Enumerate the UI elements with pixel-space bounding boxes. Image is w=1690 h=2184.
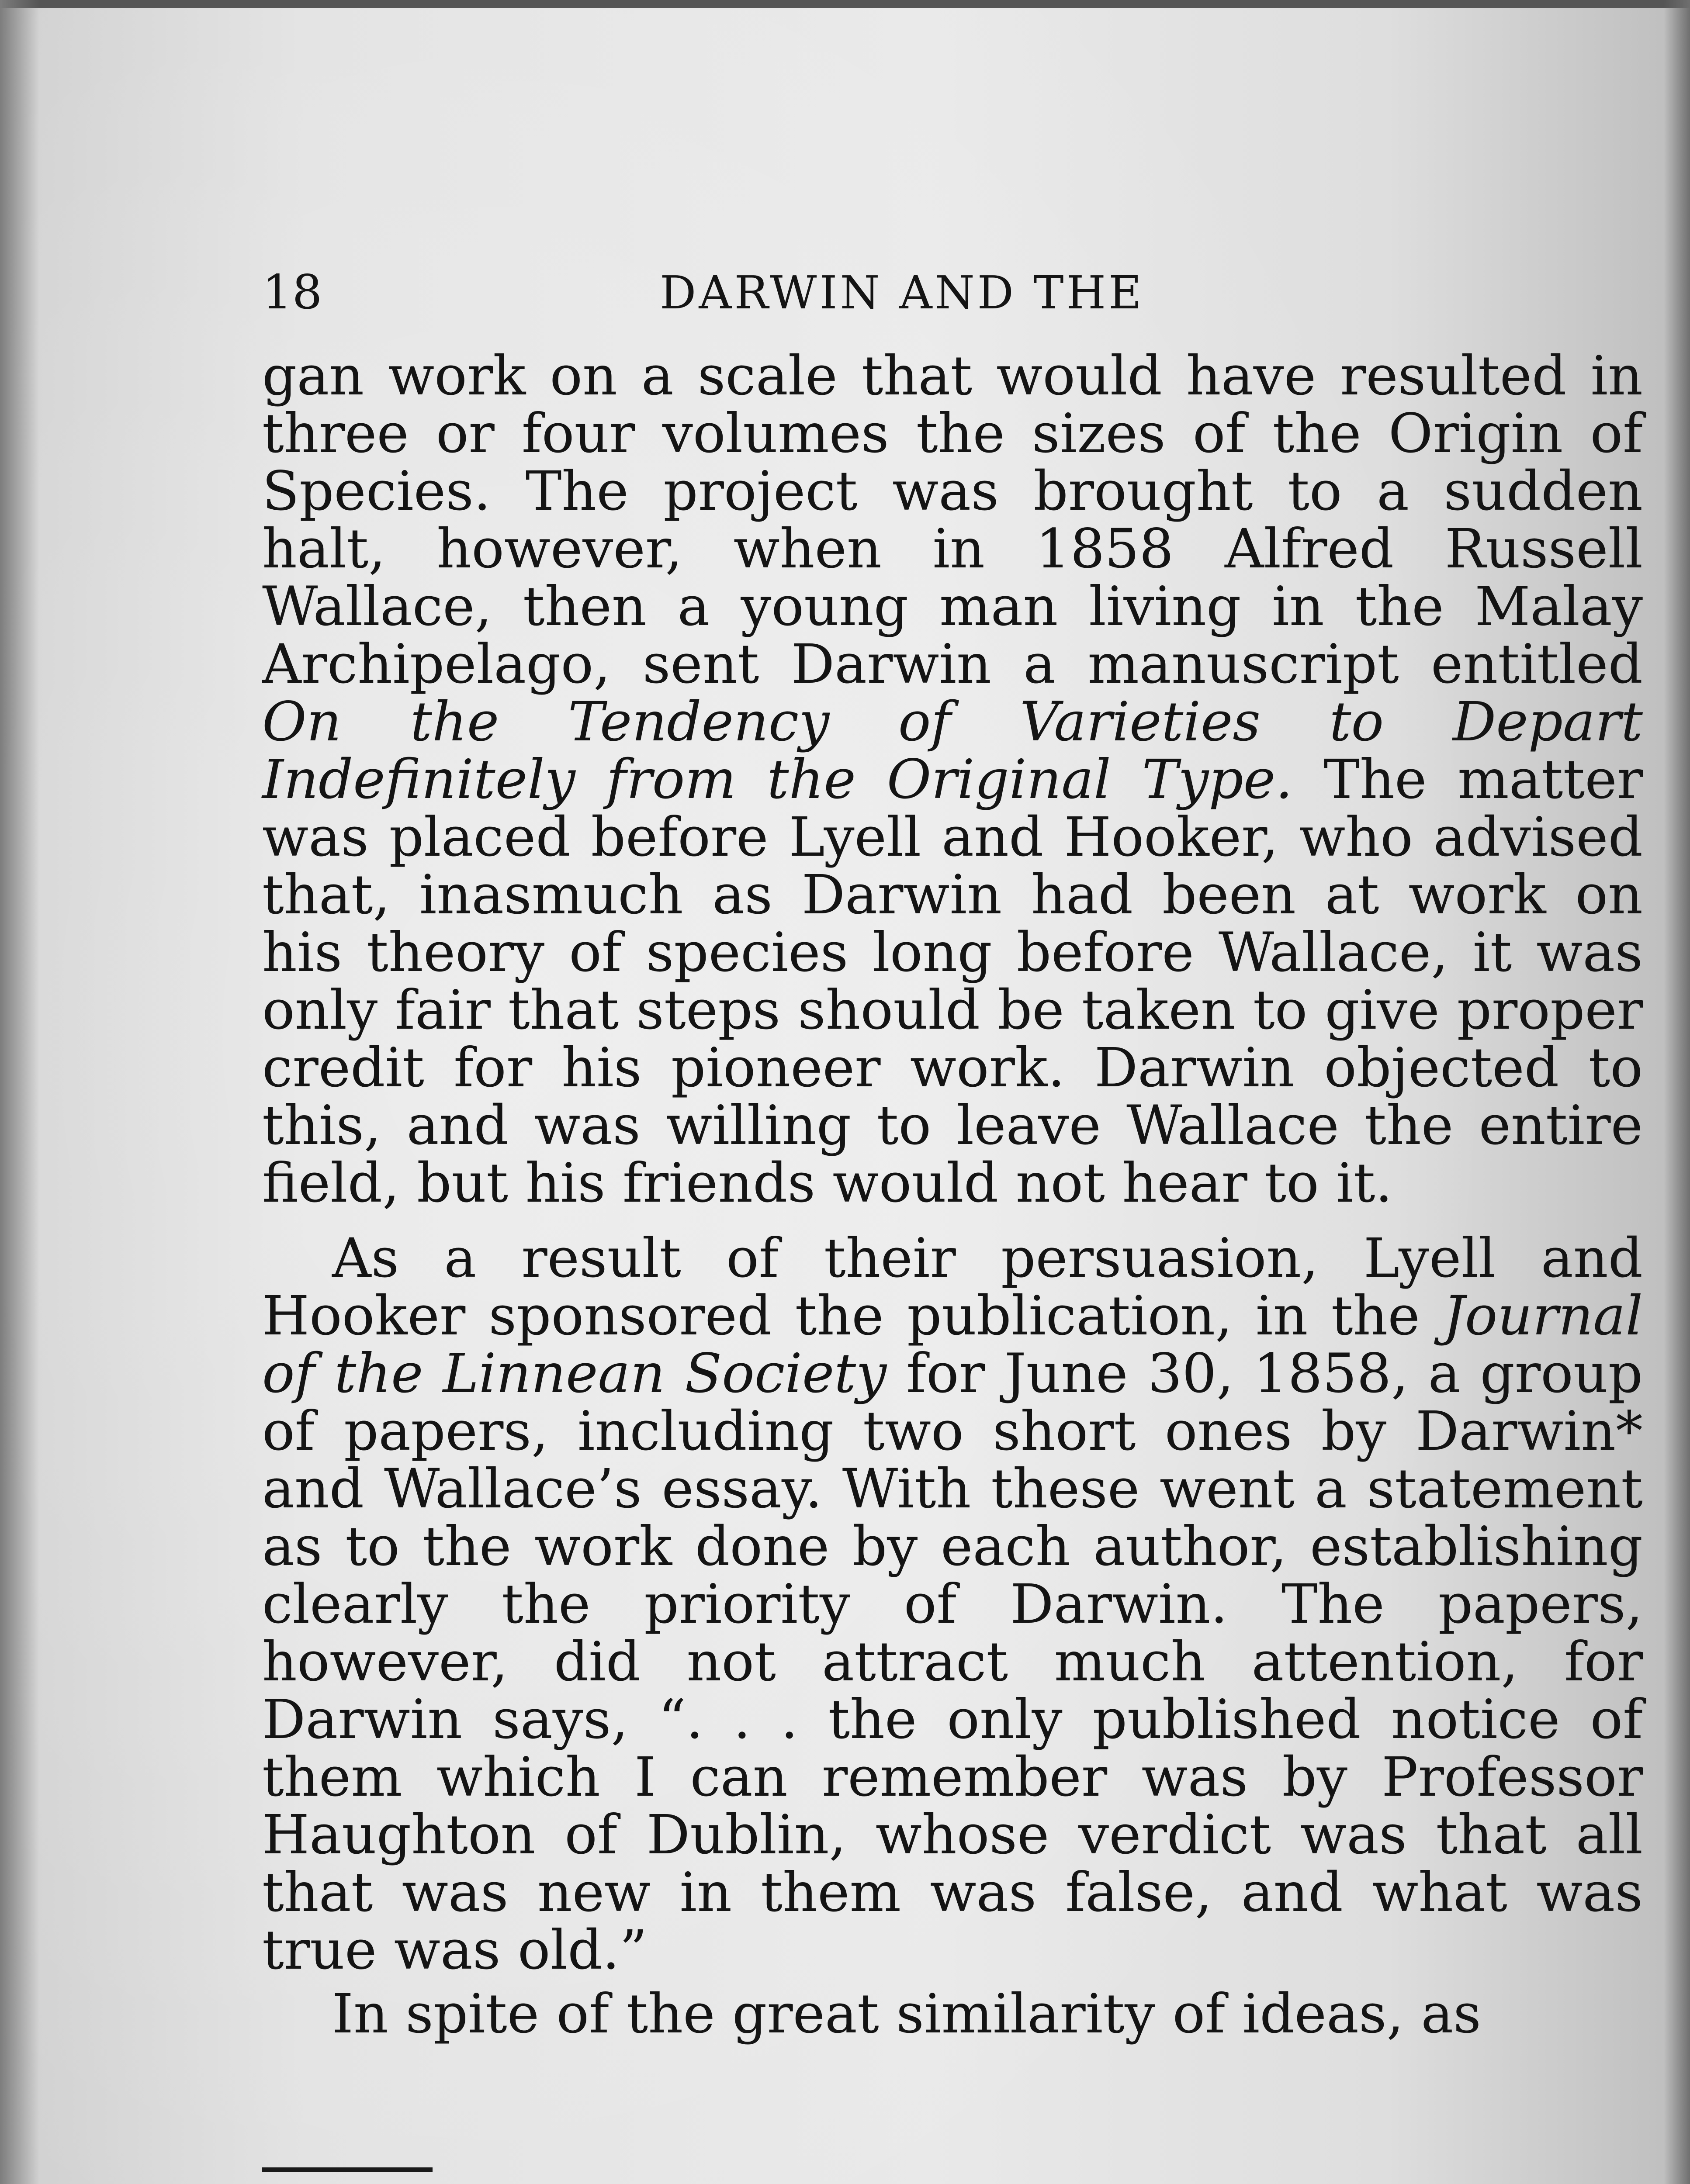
paragraph-2-text-start: As a result of their persuasion, Lyell and Hooker sponsored the publication, in the: [262, 1227, 1643, 1348]
page-right-shadow: [1664, 0, 1690, 2184]
paragraph-1-text-start: gan work on a scale that would have resulted in three or four volumes the sizes of the Origin of Species. The project was brought to a sudden halt, however, when in 1858 Alfred Russell Wallace, then a young man living in the Malay Archipelago, sent Darwin a manuscript entitled: [262, 345, 1643, 696]
paragraph-2-text-end: for June 30, 1858, a group of papers, including two short ones by Darwin* and Wallace’s essay. With these went a statement as to the work done by each author, establishing clearly the priority of Darwin. The papers, however, did not attract much attention, for Darwin says, “. . . the only published notice of them which I can remember was by Professor Haughton of Dublin, whose verdict was that all that was new in them was false, and what was true was old.”: [262, 1342, 1643, 1982]
page-top-edge: [0, 0, 1690, 8]
page-header: [262, 266, 1643, 319]
running-head: DARWIN AND THE: [660, 266, 1145, 319]
page-number: 18: [262, 265, 322, 320]
paragraph-1-title-italic: On the Tendency of Varieties to Depart Indefinitely from the Original Type.: [262, 691, 1643, 811]
paragraph-1-text-end: The matter was placed before Lyell and Hooker, who advised that, inasmuch as Darwin had been at work on his theory of species long before Wallace, it was only fair that steps should be taken to give proper credit for his pioneer work. Darwin objected to this, and was willing to leave Wallace the entire field, but his friends would not hear to it.: [262, 748, 1643, 1215]
page-left-shadow: [0, 0, 39, 2184]
paragraph-2-journal-italic: Journal of the Linnean Society: [262, 1285, 1643, 1405]
footnote-rule: [262, 2167, 433, 2172]
body-text: [262, 345, 1643, 2046]
paragraph-3: In spite of the great similarity of ideas, as: [332, 1983, 1481, 2046]
paragraph-1: [262, 345, 1643, 1215]
paragraph-2: [262, 1227, 1643, 1982]
